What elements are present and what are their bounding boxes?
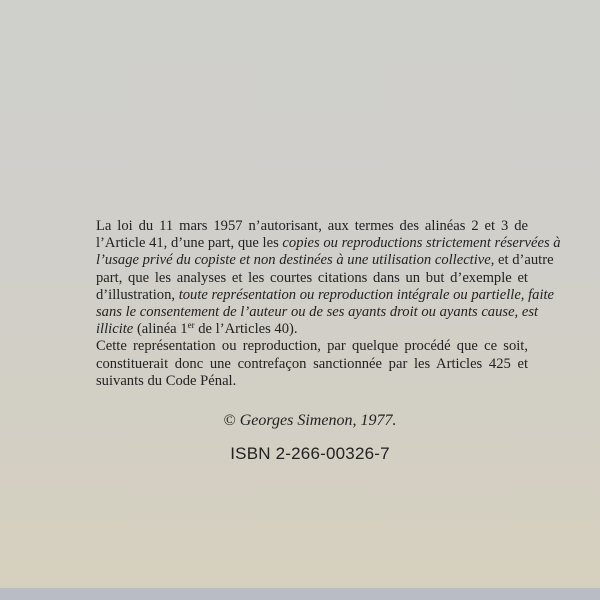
copyright-symbol: ©	[223, 412, 236, 429]
legal-line: constituerait donc une contrefaçon sanctionnée par les Articles 425 et	[96, 355, 528, 372]
page-edge	[0, 588, 600, 600]
legal-line: Cette représentation ou reproduction, par quelque procédé que ce soit,	[96, 338, 528, 355]
legal-line: l’Article 41, d’une part, que les copies ou reproductions strictement réservées à	[96, 235, 561, 252]
legal-line: suivants du Code Pénal.	[96, 372, 237, 389]
legal-line: La loi du 11 mars 1957 n’autorisant, aux termes des alinéas 2 et 3 de	[96, 218, 528, 234]
legal-paragraph-1	[96, 218, 561, 338]
copyright-holder: Georges Simenon, 1977.	[239, 412, 397, 429]
legal-line: sans le consentement de l’auteur ou de ses ayants droit ou ayants cause, est	[96, 304, 539, 321]
legal-line: d’illustration, toute représentation ou reproduction intégrale ou partielle, faite	[96, 286, 555, 303]
copyright-line	[0, 412, 600, 430]
legal-paragraph-2	[96, 338, 528, 390]
legal-line: l’usage privé du copiste et non destinées à une utilisation collective, et d’autre	[96, 252, 554, 269]
legal-line: illicite (alinéa 1er de l’Articles 40).	[96, 320, 298, 338]
isbn: ISBN 2-266-00326-7	[230, 444, 390, 463]
legal-notice	[96, 218, 561, 390]
legal-line: part, que les analyses et les courtes citations dans un but d’exemple et	[96, 269, 528, 286]
